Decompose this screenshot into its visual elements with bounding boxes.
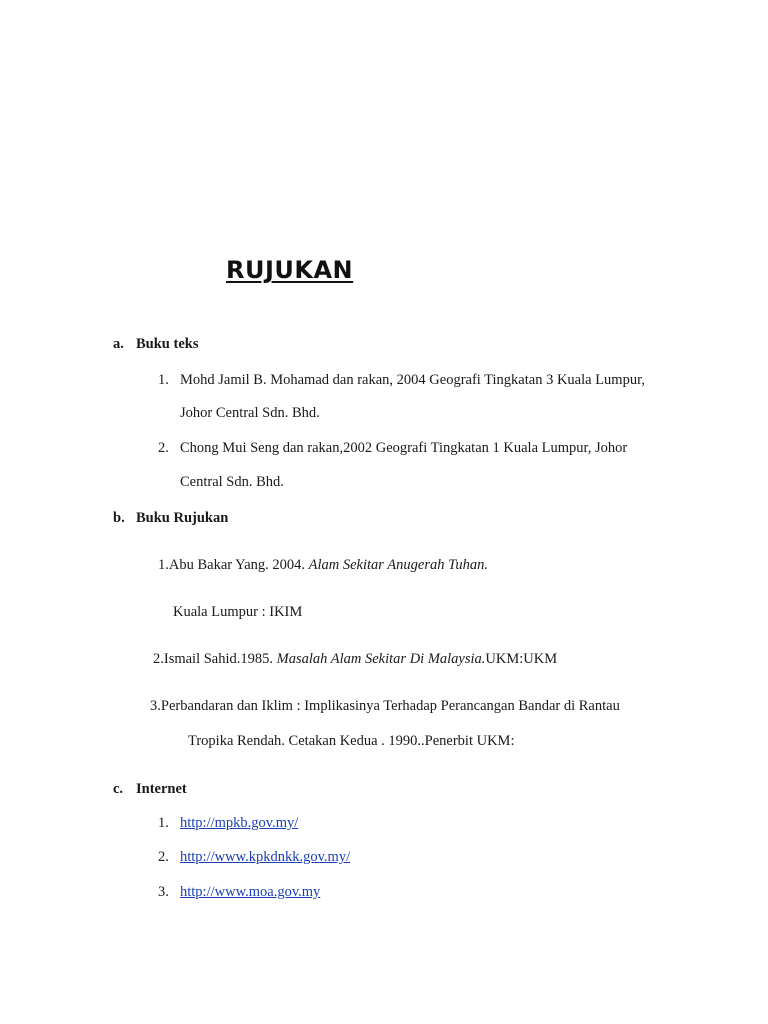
reference-item-1-line-1 (158, 556, 488, 574)
list-number: 2. (158, 849, 169, 865)
internet-link[interactable]: http://mpkb.gov.my/ (180, 815, 299, 831)
reference-publisher: UKM:UKM (485, 651, 558, 667)
textbook-item-2-line-2: Central Sdn. Bhd. (180, 474, 284, 490)
internet-link[interactable]: http://www.moa.gov.my (180, 884, 321, 900)
reference-text: 2.Ismail Sahid.1985. (153, 651, 277, 667)
reference-text: 1.Abu Bakar Yang. 2004. (158, 557, 309, 573)
textbook-item-1-line-1 (158, 371, 645, 389)
section-marker: c. (113, 781, 124, 797)
list-text: Mohd Jamil B. Mohamad dan rakan, 2004 Geografi Tingkatan 3 Kuala Lumpur, (180, 372, 645, 388)
textbook-item-2-line-1 (158, 439, 627, 457)
reference-title: Masalah Alam Sekitar Di Malaysia. (276, 651, 486, 667)
reference-item-3-line-1: 3.Perbandaran dan Iklim : Implikasinya Terhadap Perancangan Bandar di Rantau (150, 698, 620, 714)
section-title: Buku Rujukan (136, 510, 229, 526)
reference-title: Alam Sekitar Anugerah Tuhan. (308, 557, 489, 573)
reference-item-1-line-2: Kuala Lumpur : IKIM (173, 604, 303, 620)
internet-item-3 (158, 883, 320, 901)
list-number: 1. (158, 815, 169, 831)
list-number: 1. (158, 372, 169, 388)
list-number: 2. (158, 440, 169, 456)
section-marker: b. (113, 510, 125, 526)
internet-item-2 (158, 848, 350, 866)
section-heading-a (113, 335, 198, 353)
section-title: Internet (136, 781, 187, 797)
section-heading-c (113, 780, 187, 798)
list-number: 3. (158, 884, 169, 900)
internet-link[interactable]: http://www.kpkdnkk.gov.my/ (180, 849, 351, 865)
section-title: Buku teks (136, 336, 199, 352)
reference-item-2 (153, 650, 557, 668)
internet-item-1 (158, 814, 298, 832)
section-heading-b (113, 509, 228, 527)
page-title: RUJUKAN (226, 256, 354, 284)
list-text: Chong Mui Seng dan rakan,2002 Geografi Tingkatan 1 Kuala Lumpur, Johor (180, 440, 628, 456)
textbook-item-1-line-2: Johor Central Sdn. Bhd. (180, 405, 320, 421)
reference-item-3-line-2: Tropika Rendah. Cetakan Kedua . 1990..Penerbit UKM: (188, 733, 515, 749)
section-marker: a. (113, 336, 124, 352)
